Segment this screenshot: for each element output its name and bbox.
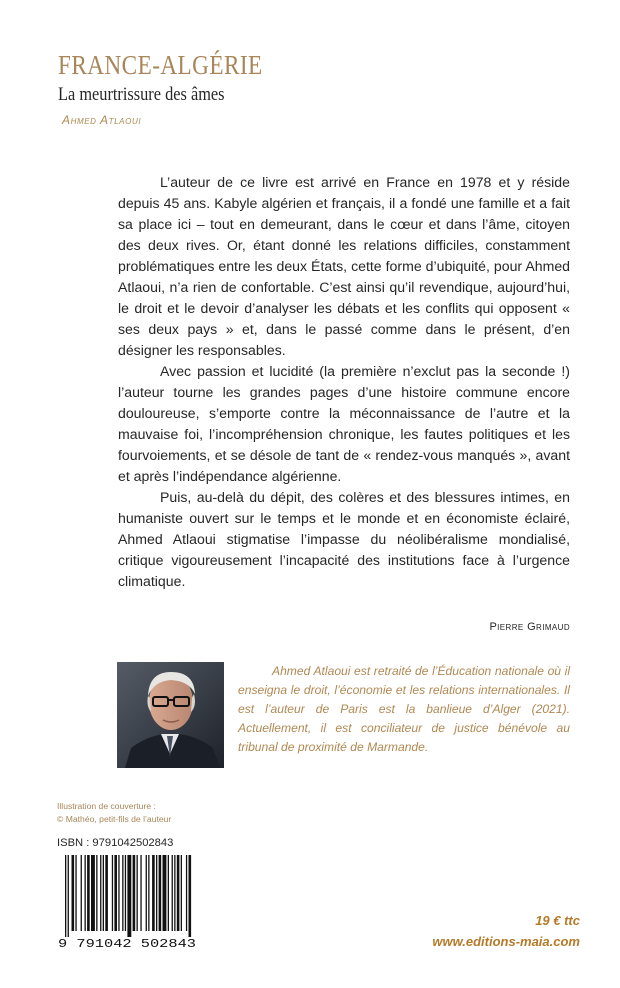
barcode-bar bbox=[68, 855, 69, 937]
book-subtitle: La meurtrissure des âmes bbox=[58, 84, 225, 105]
price: 19 € ttc bbox=[535, 913, 580, 928]
barcode-bar bbox=[100, 855, 101, 931]
barcode-bar bbox=[159, 855, 162, 931]
barcode-bar bbox=[146, 855, 147, 931]
barcode-bar bbox=[181, 855, 182, 931]
barcode-bar bbox=[186, 855, 187, 931]
barcode-bar bbox=[114, 855, 117, 931]
isbn-label: ISBN : 9791042502843 bbox=[57, 837, 174, 849]
blurb bbox=[118, 172, 570, 592]
cover-credit-name: © Mathéo, petit-fils de l’auteur bbox=[57, 814, 172, 824]
barcode-bar bbox=[140, 855, 141, 931]
blurb-signature: Pierre Grimaud bbox=[489, 621, 570, 633]
barcode-digits: 9 791042 502843 bbox=[58, 937, 196, 951]
barcode-bar bbox=[148, 855, 149, 931]
isbn-barcode bbox=[57, 855, 197, 951]
barcode-bar bbox=[87, 855, 90, 931]
barcode-bar bbox=[81, 855, 82, 931]
barcode-bar bbox=[168, 855, 169, 931]
author-bio: Ahmed Atlaoui est retraité de l’Éducation nationale où il enseigna le droit, l’économie et les relations internationales. Il est l’auteur de Paris est la banlieue d’Alger (2021). Actuellement, il est conciliateur de justice bénévole au tribunal de proximité de Marmande. bbox=[238, 664, 570, 754]
barcode-bar bbox=[152, 855, 155, 931]
cover-credit-label: Illustration de couverture : bbox=[57, 801, 156, 811]
barcode-bar bbox=[163, 855, 167, 931]
barcode-bar bbox=[112, 855, 113, 931]
barcode-bar bbox=[118, 855, 119, 931]
publisher-website[interactable]: www.editions-maia.com bbox=[432, 934, 580, 949]
cover-credit bbox=[57, 800, 171, 826]
barcode-bar bbox=[91, 855, 95, 931]
barcode-bar bbox=[122, 855, 123, 931]
barcode-bar bbox=[189, 855, 192, 937]
blurb-paragraph-1: L’auteur de ce livre est arrivé en France en 1978 et y réside depuis 45 ans. Kabyle algérien et français, il a fondé une famille et a fait sa place ici – tout en demeurant, dans le cœur et dans l’âme, citoyen des deux rives. Or, étant donné les relations difficiles, constamment problématiques entre les deux États, cette forme d’ubiquité, pour Ahmed Atlaoui, n’a rien de confortable. C’est ainsi qu’il revendique, aujourd’hui, le droit et le devoir d’analyser les débats et les conflits qui opposent « ses deux pays » et, dans le passé comme dans le présent, d’en désigner les responsables. bbox=[118, 174, 570, 358]
book-title: FRANCE-ALGÉRIE bbox=[58, 50, 263, 80]
barcode-bar bbox=[127, 855, 131, 937]
barcode-bar bbox=[156, 855, 157, 931]
barcode-bar bbox=[72, 855, 75, 931]
barcode-bar bbox=[96, 855, 97, 931]
book-author: Ahmed Atlaoui bbox=[62, 113, 142, 127]
barcode-bar bbox=[172, 855, 173, 931]
author-photo bbox=[117, 662, 224, 768]
barcode-bar bbox=[65, 855, 66, 937]
barcode-bars bbox=[65, 855, 191, 937]
barcode-bar bbox=[105, 855, 108, 931]
barcode-bar bbox=[133, 855, 136, 931]
barcode-bar bbox=[103, 855, 104, 931]
blurb-paragraph-2: Avec passion et lucidité (la première n’exclut pas la seconde !) l’auteur tourne les grandes pages d’une histoire commune encore douloureuse, s’emporte contre la méconnaissance de l’autre et la mauvaise foi, l’incompréhension chronique, les fautes politiques et les fourvoiements, et se désole de tant de « rendez-vous manqués », avant et après l’indépendance algérienne. bbox=[118, 363, 570, 484]
barcode-bar bbox=[137, 855, 138, 931]
barcode-bar bbox=[177, 855, 180, 931]
barcode-bar bbox=[174, 855, 175, 931]
barcode-bar bbox=[125, 855, 126, 931]
blurb-paragraph-3: Puis, au-delà du dépit, des colères et des blessures intimes, en humaniste ouvert sur le temps et le monde et en économiste éclairé, Ahmed Atlaoui stigmatise l’impasse du néolibéralisme mondialisé, critique vigoureusement l’incapacité des institutions face à l’urgence climatique. bbox=[118, 489, 570, 589]
barcode-bar bbox=[85, 855, 86, 931]
barcode-bar bbox=[75, 855, 76, 931]
